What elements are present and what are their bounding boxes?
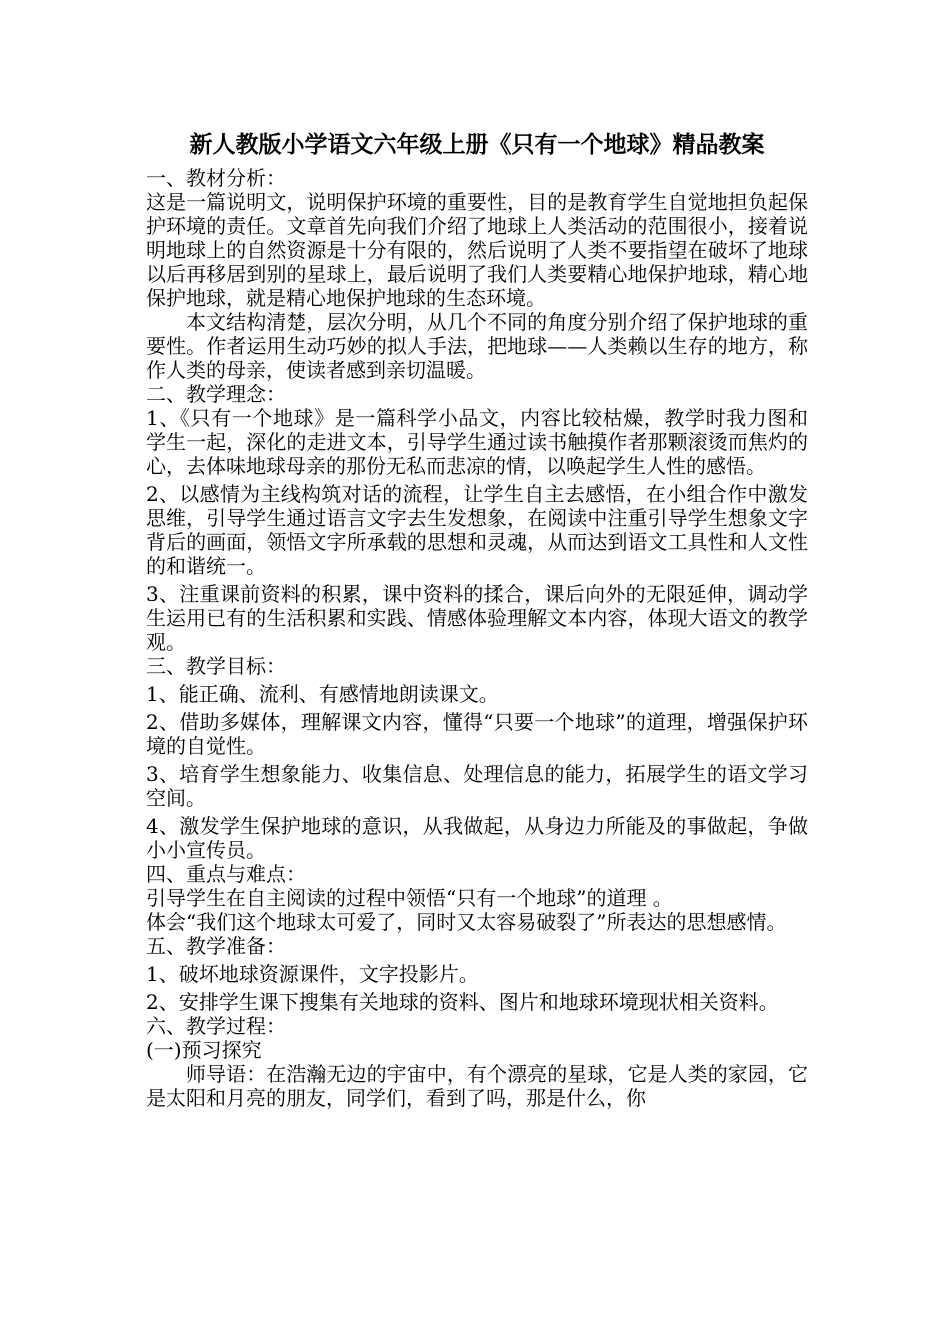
list-item: 4、激发学生保护地球的意识，从我做起，从身边力所能及的事做起，争做小小宣传员。 (146, 814, 808, 862)
paragraph: 1、《只有一个地球》是一篇科学小品文，内容比较枯燥，教学时我力图和学生一起，深化的走进文本，引导学生通过读书触摸作者那颗滚烫而焦灼的心，去体味地球母亲的那份无私而悲凉的情，以唤起学生人性的感悟。 (146, 406, 808, 478)
subsection-heading-preview: (一)预习探究 (146, 1038, 262, 1062)
list-item: 2、借助多媒体，理解课文内容，懂得“只要一个地球”的道理，增强保护环境的自觉性。 (146, 710, 808, 758)
section-heading-philosophy: 二、教学理念： (146, 382, 286, 406)
document-page (146, 130, 808, 1110)
section-heading-preparation: 五、教学准备： (146, 934, 286, 958)
section-heading-process: 六、教学过程： (146, 1014, 286, 1038)
document-title: 新人教版小学语文六年级上册《只有一个地球》精品教案 (189, 131, 765, 158)
paragraph: 这是一篇说明文，说明保护环境的重要性，目的是教育学生自觉地担负起保护环境的责任。文章首先向我们介绍了地球上人类活动的范围很小，接着说明地球上的自然资源是十分有限的，然后说明了人类不要指望在破坏了地球以后再移居到别的星球上，最后说明了我们人类要精心地保护地球，精心地保护地球，就是精心地保护地球的生态环境。 (146, 190, 808, 310)
list-item: 2、安排学生课下搜集有关地球的资料、图片和地球环境现状相关资料。 (146, 990, 779, 1014)
list-item: 3、培育学生想象能力、收集信息、处理信息的能力，拓展学生的语文学习空间。 (146, 762, 808, 810)
list-item: 1、能正确、流利、有感情地朗读课文。 (146, 682, 499, 706)
paragraph: 3、注重课前资料的积累，课中资料的揉合，课后向外的无限延伸，调动学生运用已有的生活积累和实践、情感体验理解文本内容，体现大语文的教学观。 (146, 582, 808, 654)
paragraph: 引导学生在自主阅读的过程中领悟“只有一个地球”的道理 。 (146, 886, 673, 910)
list-item: 1、破坏地球资源课件，文字投影片。 (146, 962, 479, 986)
paragraph: 师导语：在浩瀚无边的宇宙中，有个漂亮的星球，它是人类的家园，它是太阳和月亮的朋友，同学们，看到了吗，那是什么，你 (146, 1062, 808, 1110)
section-heading-objectives: 三、教学目标： (146, 654, 286, 678)
paragraph: 2、以感情为主线构筑对话的流程，让学生自主去感悟，在小组合作中激发思维，引导学生通过语言文字去生发想象，在阅读中注重引导学生想象文字背后的画面，领悟文字所承载的思想和灵魂，从而达到语文工具性和人文性的和谐统一。 (146, 482, 808, 578)
section-heading-key-points: 四、重点与难点： (146, 862, 306, 886)
paragraph: 本文结构清楚，层次分明，从几个不同的角度分别介绍了保护地球的重要性。作者运用生动巧妙的拟人手法，把地球——人类赖以生存的地方，称作人类的母亲，使读者感到亲切温暖。 (146, 310, 808, 382)
paragraph: 体会“我们这个地球太可爱了，同时又太容易破裂了”所表达的思想感情。 (146, 910, 787, 934)
section-heading-analysis: 一、教材分析： (146, 166, 286, 190)
